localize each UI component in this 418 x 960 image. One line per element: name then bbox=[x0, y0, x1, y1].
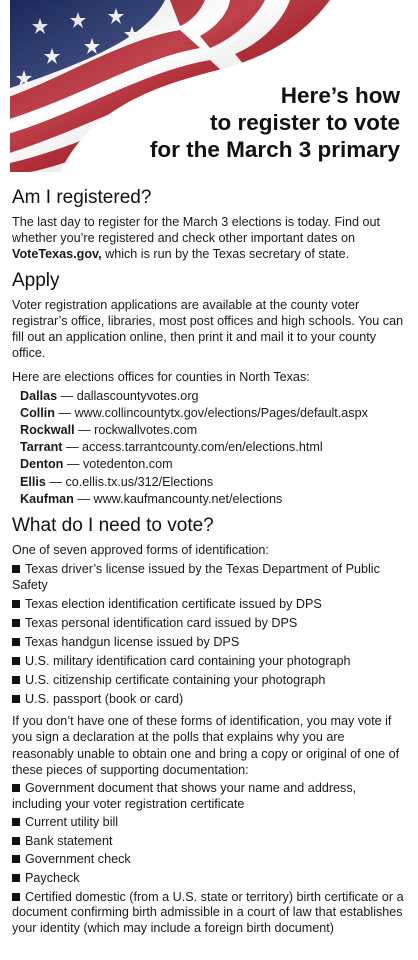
square-bullet-icon bbox=[12, 657, 20, 665]
square-bullet-icon bbox=[12, 565, 20, 573]
county-name: Dallas bbox=[20, 388, 58, 403]
registered-text-before: The last day to register for the March 3 elections is today. Find out whether you’re registered and check other important dates on bbox=[12, 215, 380, 246]
list-item: Current utility bill bbox=[12, 815, 404, 831]
list-item: Government document that shows your name and address, including your voter registration certificate bbox=[12, 781, 357, 811]
county-website[interactable]: — dallascountyvotes.org bbox=[57, 388, 199, 403]
office-ellis bbox=[20, 474, 404, 491]
registered-text-after: which is run by the Texas secretary of state. bbox=[101, 247, 350, 262]
article-body bbox=[0, 186, 418, 936]
headline-line-2: to register to vote bbox=[209, 110, 400, 135]
apply-paragraph: Voter registration applications are available at the county voter registrar’s office, libraries, most post offices and high schools. You can fill out an application online, then print it and mail it to your county office. bbox=[12, 297, 404, 361]
section-heading-registered: Am I registered? bbox=[12, 187, 152, 208]
headline bbox=[150, 82, 400, 163]
square-bullet-icon bbox=[12, 818, 20, 826]
county-website[interactable]: — co.ellis.tx.us/312/Elections bbox=[45, 474, 214, 489]
county-name: Denton bbox=[20, 457, 64, 472]
list-item: Government check bbox=[12, 852, 404, 868]
headline-line-3: for the March 3 primary bbox=[149, 137, 400, 162]
square-bullet-icon bbox=[12, 874, 20, 882]
section-heading-need: What do I need to vote? bbox=[12, 515, 214, 537]
alternative-paragraph: If you don’t have one of these forms of identification, you may vote if you sign a declaration at the polls that explains why you are reasonably unable to obtain one and bring a copy or original of one of these pieces of supporting documentation: bbox=[12, 714, 400, 777]
registered-paragraph bbox=[12, 214, 404, 263]
offices-list bbox=[20, 388, 404, 508]
county-website[interactable]: — rockwallvotes.com bbox=[74, 423, 198, 438]
documentation-list bbox=[12, 781, 404, 936]
county-name: Tarrant bbox=[20, 440, 63, 455]
list-item: Texas handgun license issued by DPS bbox=[12, 634, 404, 650]
header bbox=[0, 0, 418, 172]
county-website[interactable]: — votedenton.com bbox=[63, 457, 173, 472]
headline-line-1: Here’s how bbox=[280, 83, 400, 108]
section-heading-apply: Apply bbox=[12, 269, 60, 291]
county-website[interactable]: — www.collincountytx.gov/elections/Pages/default.aspx bbox=[54, 405, 368, 420]
list-item: Bank statement bbox=[12, 834, 404, 850]
square-bullet-icon bbox=[12, 619, 20, 627]
list-item: Certified domestic (from a U.S. state or territory) birth certificate or a document confirming birth admissible in a court of law that establishes your identity (which may include a foreign birth document) bbox=[12, 889, 404, 935]
county-website[interactable]: — access.tarrantcounty.com/en/elections.html bbox=[62, 440, 323, 455]
square-bullet-icon bbox=[12, 893, 20, 901]
county-name: Rockwall bbox=[20, 423, 75, 438]
list-item: Texas election identification certificate issued by DPS bbox=[12, 596, 404, 612]
list-item: U.S. military identification card containing your photograph bbox=[12, 653, 404, 669]
square-bullet-icon bbox=[12, 695, 20, 703]
county-name: Collin bbox=[20, 405, 55, 420]
list-item: U.S. citizenship certificate containing your photograph bbox=[12, 672, 404, 688]
list-item: Texas personal identification card issued by DPS bbox=[12, 615, 404, 631]
square-bullet-icon bbox=[12, 638, 20, 646]
id-intro: One of seven approved forms of identification: bbox=[12, 543, 269, 558]
square-bullet-icon bbox=[12, 600, 20, 608]
office-kaufman bbox=[20, 491, 404, 508]
list-item: U.S. passport (book or card) bbox=[12, 691, 404, 707]
square-bullet-icon bbox=[12, 676, 20, 684]
list-item: Texas driver’s license issued by the Texas Department of Public Safety bbox=[12, 562, 380, 593]
county-name: Ellis bbox=[20, 474, 46, 489]
county-website[interactable]: — www.kaufmancounty.net/elections bbox=[73, 491, 283, 506]
office-rockwall bbox=[20, 422, 404, 439]
id-list bbox=[12, 561, 404, 707]
votetexas-link[interactable]: VoteTexas.gov, bbox=[12, 247, 102, 262]
office-tarrant bbox=[20, 439, 404, 456]
square-bullet-icon bbox=[12, 855, 20, 863]
county-name: Kaufman bbox=[20, 491, 74, 506]
list-item: Paycheck bbox=[12, 871, 404, 887]
office-denton bbox=[20, 456, 404, 473]
office-collin bbox=[20, 405, 404, 422]
offices-intro: Here are elections offices for counties in North Texas: bbox=[12, 370, 310, 385]
square-bullet-icon bbox=[12, 784, 20, 792]
square-bullet-icon bbox=[12, 837, 20, 845]
office-dallas bbox=[20, 388, 404, 405]
